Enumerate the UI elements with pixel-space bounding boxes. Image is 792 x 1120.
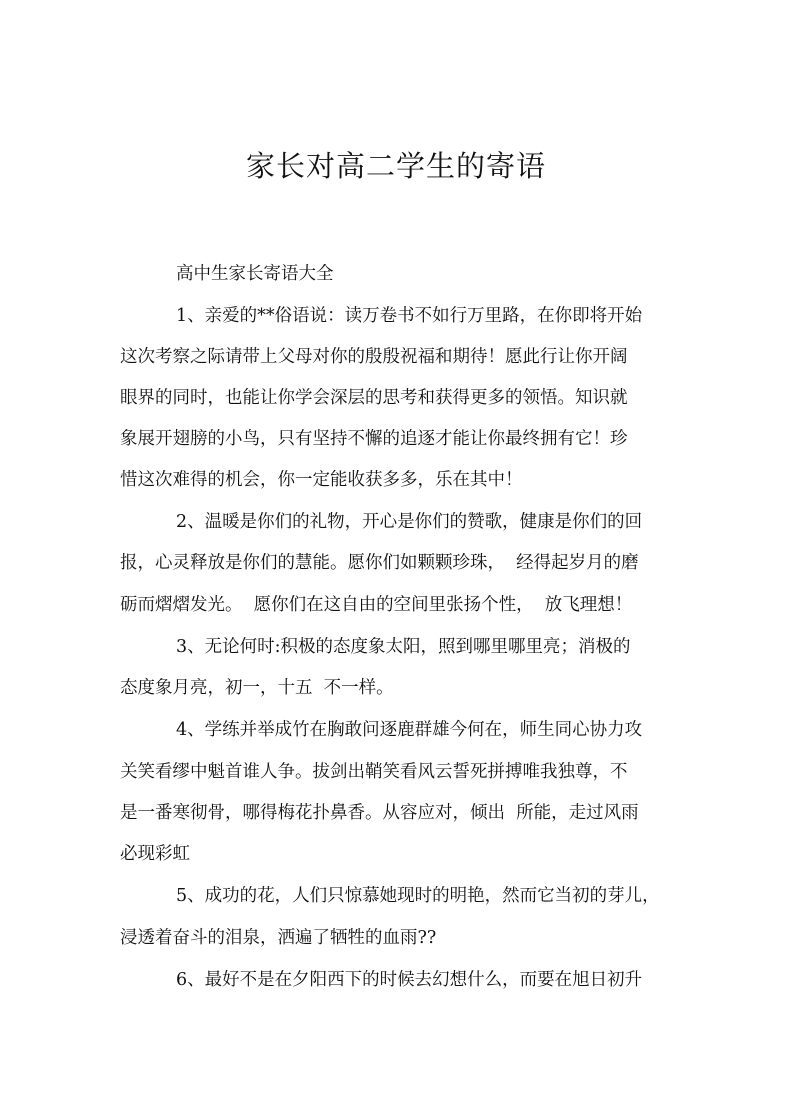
paragraph-5-line-1: 5、成功的花，人们只惊慕她现时的明艳，然而它当初的芽儿， [176,886,660,906]
paragraph-1-line-4: 象展开翅膀的小鸟，只有坚持不懈的追逐才能让你最终拥有它！珍 [120,429,628,449]
paragraph-4-line-4: 必现彩虹 [120,844,190,864]
section-heading: 高中生家长寄语大全 [176,264,334,284]
document-title: 家长对高二学生的寄语 [245,149,546,183]
paragraph-1-line-1: 1、亲爱的**俗语说：读万卷书不如行万里路，在你即将开始 [176,306,643,326]
paragraph-4-line-1: 4、学练并举成竹在胸敢问逐鹿群雄今何在，师生同心协力攻 [176,720,643,740]
paragraph-4-line-3: 是一番寒彻骨，哪得梅花扑鼻香。从容应对，倾出 所能，走过风雨 [120,803,639,823]
paragraph-1-line-3: 眼界的同时，也能让你学会深层的思考和获得更多的领悟。知识就 [120,388,628,408]
paragraph-1-line-5: 惜这次难得的机会，你一定能收获多多，乐在其中！ [120,470,523,490]
paragraph-6-line-1: 6、最好不是在夕阳西下的时候去幻想什么，而要在旭日初升 [176,970,643,990]
paragraph-4-line-2: 关笑看缪中魁首谁人争。拔剑出鞘笑看风云誓死拼搏唯我独尊，不 [120,762,628,782]
paragraph-5-line-2: 浸透着奋斗的泪泉，洒遍了牺牲的血雨?? [120,928,437,948]
paragraph-2-line-3: 砺而熠熠发光。 愿你们在这自由的空间里张扬个性， 放飞理想！ [120,595,633,615]
paragraph-1-line-2: 这次考察之际请带上父母对你的殷殷祝福和期待！愿此行让你开阔 [120,347,628,367]
paragraph-3-line-1: 3、无论何时:积极的态度象太阳，照到哪里哪里亮；消极的 [176,637,631,657]
paragraph-3-line-2: 态度象月亮，初一，十五 不一样。 [120,678,394,698]
paragraph-2-line-1: 2、温暖是你们的礼物，开心是你们的赞歌，健康是你们的回 [176,512,643,532]
paragraph-2-line-2: 报，心灵释放是你们的慧能。愿你们如颗颗珍珠， 经得起岁月的磨 [120,553,639,573]
